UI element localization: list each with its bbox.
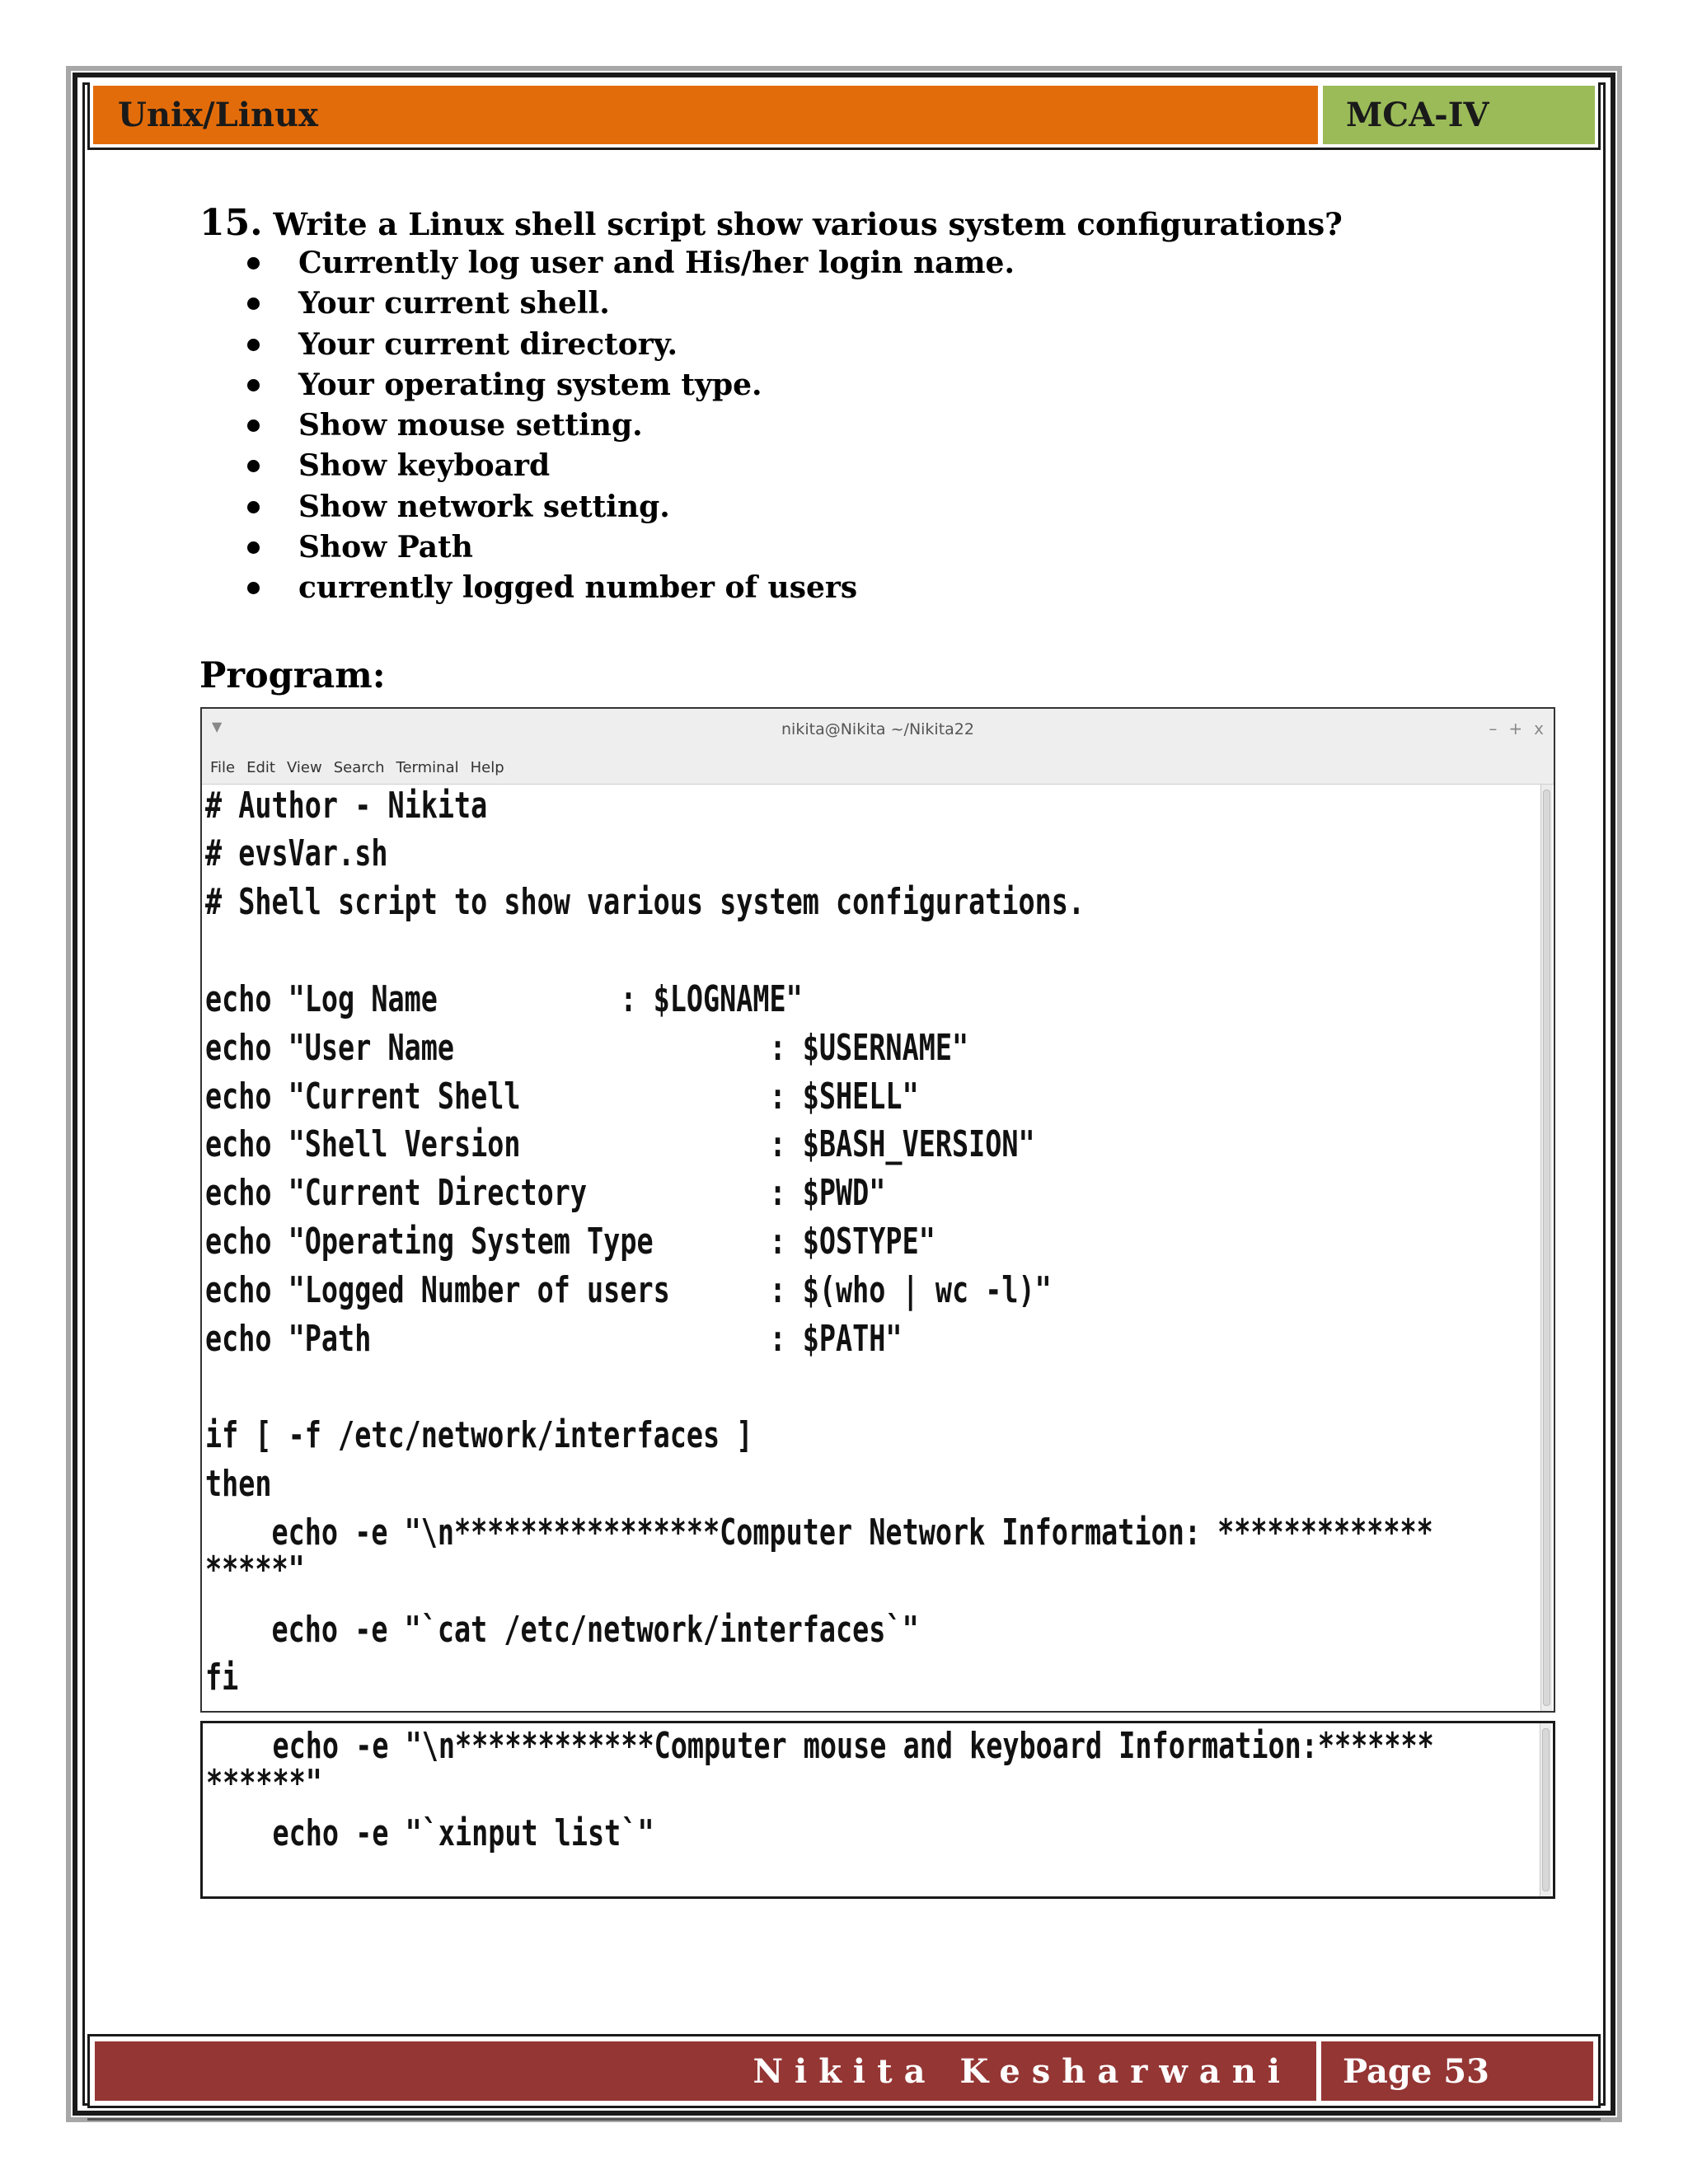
window-menu-icon[interactable]: ▼ <box>212 719 223 734</box>
list-item <box>247 243 1015 284</box>
bullet-icon <box>247 339 260 351</box>
menu-view[interactable]: View <box>286 759 322 776</box>
list-item <box>247 365 1015 405</box>
scrollbar-thumb[interactable] <box>1543 790 1550 1706</box>
code-line: echo "Log Name : $LOGNAME" <box>205 978 803 1020</box>
list-item <box>247 405 1015 446</box>
list-item <box>247 446 1015 486</box>
terminal-scrollbar[interactable] <box>1540 785 1552 1711</box>
code-line: echo -e "\n************Computer mouse and keyboard Information:******* <box>206 1725 1434 1767</box>
menu-file[interactable]: File <box>210 759 236 776</box>
list-item-text: currently logged number of users <box>298 570 858 606</box>
bullet-icon <box>247 582 260 594</box>
close-icon[interactable]: x <box>1534 719 1544 738</box>
question-number: 15. <box>199 202 263 244</box>
question-heading <box>199 202 1343 244</box>
code-line: echo "User Name : $USERNAME" <box>205 1027 969 1069</box>
list-item-text: Currently log user and His/her login name. <box>298 246 1015 280</box>
list-item-text: Your current shell. <box>298 286 610 321</box>
code-line: echo "Path : $PATH" <box>205 1318 903 1360</box>
header-course-cell <box>1323 86 1595 144</box>
list-item-text: Show network setting. <box>298 489 670 524</box>
list-item-text: Show Path <box>298 530 473 565</box>
window-controls <box>1489 719 1544 738</box>
footer-author-cell <box>95 2041 1316 2101</box>
page-footer <box>87 2034 1601 2108</box>
terminal-content[interactable] <box>202 785 1554 1711</box>
code-line: echo "Current Shell : $SHELL" <box>205 1076 919 1118</box>
menu-terminal[interactable]: Terminal <box>396 759 459 776</box>
code-line: # evsVar.sh <box>205 832 388 874</box>
bullet-icon <box>247 257 260 269</box>
list-item <box>247 284 1015 324</box>
code-line: echo "Logged Number of users : $(who | wc -l)" <box>205 1269 1052 1311</box>
code-line: *****" <box>205 1549 305 1591</box>
bullet-icon <box>247 501 260 513</box>
list-item-text: Your current directory. <box>298 326 678 362</box>
list-item <box>247 487 1015 527</box>
menu-help[interactable]: Help <box>470 759 504 776</box>
code-line: # Author - Nikita <box>205 785 488 827</box>
bullet-icon <box>247 298 260 310</box>
footer-author: Nikita Kesharwani <box>753 2051 1292 2091</box>
header-subject-cell <box>93 86 1318 144</box>
menu-edit[interactable]: Edit <box>246 759 275 776</box>
header-course: MCA-IV <box>1346 96 1489 134</box>
question-text: Write a Linux shell script show various system configurations? <box>273 206 1343 242</box>
maximize-icon[interactable]: + <box>1508 719 1523 738</box>
terminal-titlebar <box>202 709 1554 752</box>
code-line: echo -e "`cat /etc/network/interfaces`" <box>205 1609 919 1651</box>
list-item <box>247 568 1015 608</box>
scrollbar-thumb[interactable] <box>1542 1728 1550 1891</box>
code-line: echo "Current Directory : $PWD" <box>205 1172 886 1214</box>
footer-page-cell <box>1321 2041 1593 2101</box>
bullet-icon <box>247 419 260 432</box>
bullet-icon <box>247 379 260 391</box>
bullet-icon <box>247 541 260 554</box>
code-line: echo -e "`xinput list`" <box>206 1812 654 1854</box>
list-item-text: Your operating system type. <box>298 367 762 402</box>
page-header <box>87 82 1601 150</box>
page-number: Page 53 <box>1343 2051 1489 2091</box>
code-line: echo "Operating System Type : $OSTYPE" <box>205 1221 935 1263</box>
code-line: then <box>205 1463 272 1505</box>
code-line: fi <box>205 1657 239 1699</box>
code-line: ******" <box>206 1762 322 1804</box>
list-item-text: Show mouse setting. <box>298 408 643 443</box>
code-line: if [ -f /etc/network/interfaces ] <box>205 1414 753 1456</box>
program-label: Program: <box>199 655 386 696</box>
minimize-icon[interactable]: – <box>1489 719 1498 738</box>
list-item <box>247 527 1015 568</box>
terminal-title: nikita@Nikita ~/Nikita22 <box>781 720 974 738</box>
code-box-scrollbar[interactable] <box>1540 1723 1551 1896</box>
code-line: echo -e "\n****************Computer Network Information: ************* <box>205 1511 1433 1554</box>
list-item-text: Show keyboard <box>298 448 551 484</box>
bullet-icon <box>247 460 260 472</box>
requirement-list <box>247 243 1015 609</box>
code-line: # Shell script to show various system configurations. <box>205 881 1085 923</box>
code-snippet-box <box>200 1721 1555 1899</box>
terminal-menubar <box>202 752 1554 785</box>
list-item <box>247 325 1015 365</box>
terminal-window <box>200 707 1555 1713</box>
menu-search[interactable]: Search <box>333 759 385 776</box>
header-subject: Unix/Linux <box>118 96 318 134</box>
footer-rule <box>87 2118 1601 2121</box>
code-line: echo "Shell Version : $BASH_VERSION" <box>205 1123 1035 1165</box>
